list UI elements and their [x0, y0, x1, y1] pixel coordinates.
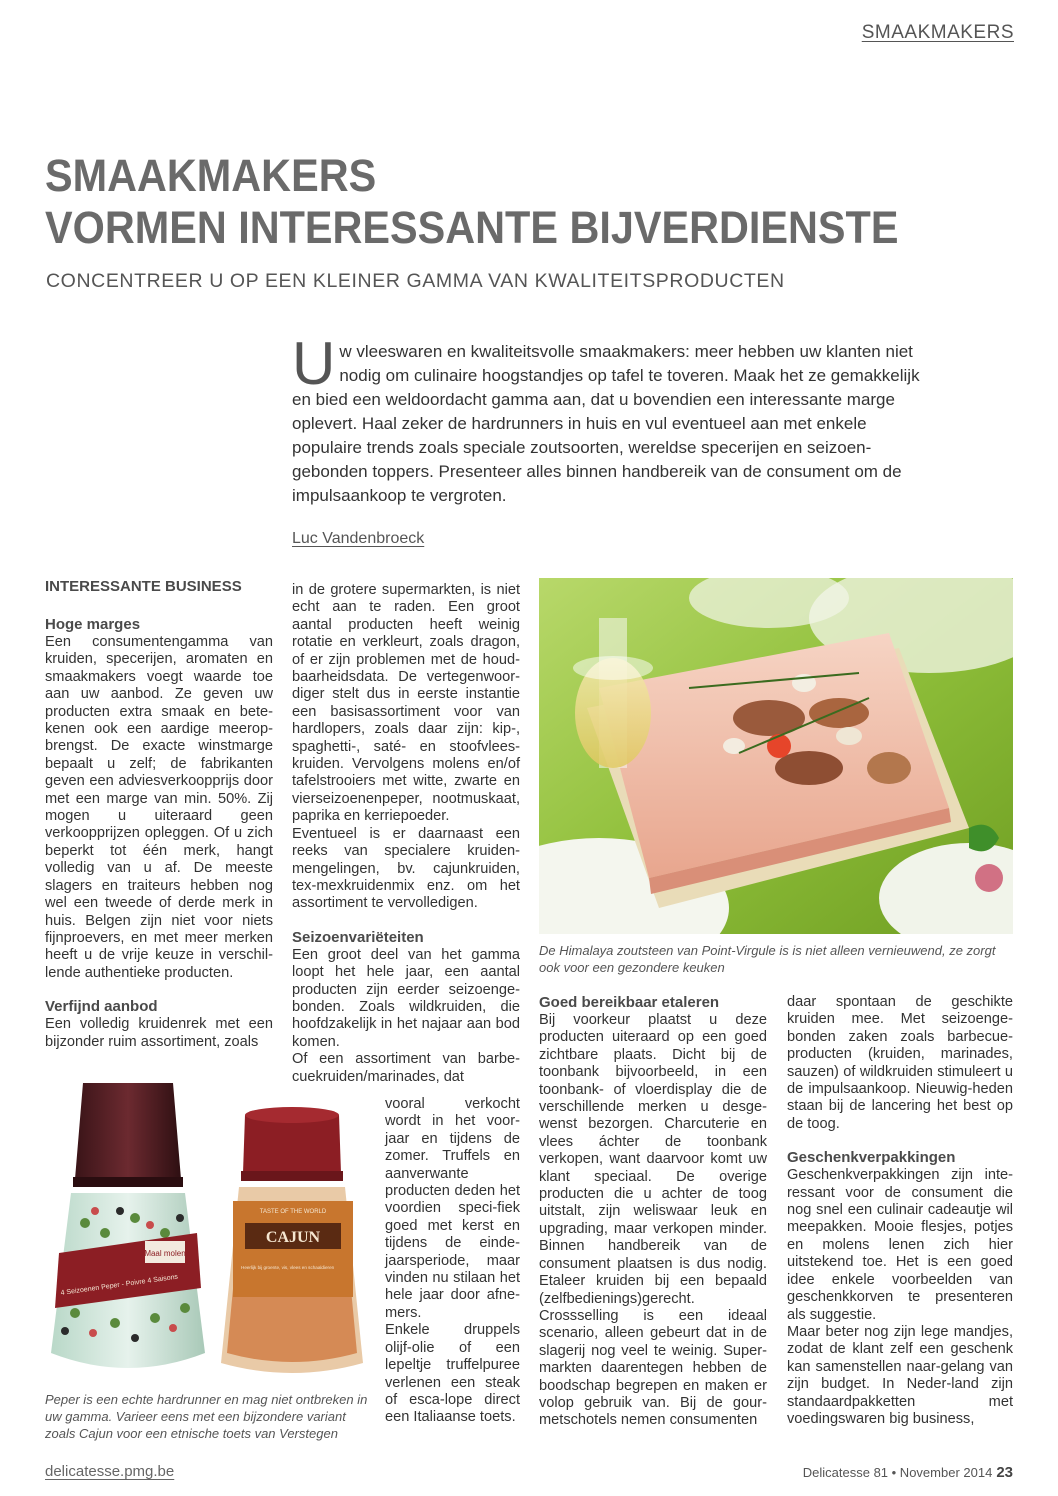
intro-text: w vleeswaren en kwaliteitsvolle smaakmakers: meer hebben uw klanten niet nodig om culinaire hoogstandjes op tafel te toveren. Maak het ze gemakkelijk en bied een weldoordacht gamma aan, dat u bovendien een interessante marge oplevert. Haal zeker de hardrunners in huis en vul eventueel aan met enkele populaire trends zoals speciale zoutsoorten, wereldse specerijen en seizoen-gebonden toppers. Presenteer alles binnen handbereik van de consument om de impulsaankoop te vergroten.: [292, 342, 920, 505]
subheading-hoge-marges: Hoge marges: [45, 616, 141, 633]
drop-cap: U: [292, 330, 336, 397]
section-tag: SMAAKMAKERS: [861, 22, 1014, 43]
column-4: [787, 994, 1013, 1428]
column-1: [45, 578, 273, 1051]
title-line-1: SMAAKMAKERS: [45, 150, 377, 201]
subheading-verfijnd-aanbod: Verfijnd aanbod: [45, 998, 158, 1016]
paragraph-barbecue: Of een assortiment van barbe-cuekruiden/marinades, dat: [292, 1051, 520, 1085]
footer-website-link[interactable]: delicatesse.pmg.be: [45, 1463, 175, 1480]
column-3: [539, 994, 767, 1430]
paragraph-mandjes: Maar beter nog zijn lege mandjes, zodat de klant zelf een geschenk kan samenstellen naar-gelang van zijn budget. In Neder-land zijn standaardpakketten met voedingswaren big business,: [787, 1323, 1013, 1427]
caption-salt-block: De Himalaya zoutsteen van Point-Virgule is is niet alleen vernieuwend, ze zorgt ook voor een gezondere keuken: [539, 943, 996, 975]
subheading-seizoenvarieteiten: Seizoenvariëteiten: [292, 928, 424, 946]
paragraph-olijfolie: Enkele druppels olijf-olie of een lepeltje truffelpuree verlenen een steak of esca-lope direct een Italiaanse toets.: [385, 1322, 520, 1426]
column-2-narrow: [385, 1096, 520, 1427]
author-byline[interactable]: Luc Vandenbroeck: [292, 530, 425, 547]
spice-jars-illustration: [45, 1083, 375, 1386]
jar2-label: CAJUN: [265, 1229, 321, 1246]
paragraph-truffels: vooral verkocht wordt in het voor-jaar en tijdens de zomer. Truffels en aanverwante producten deden het voordien speci-fiek goed met kerst en tijdens de einde-jaarsperiode, maar vinden nu stilaan het hele jaar door afne-mers.: [385, 1096, 520, 1321]
photo-spice-jars: [45, 1083, 375, 1386]
footer-issue: Delicatesse 81 • November 2014: [802, 1465, 993, 1480]
paragraph-hoge-marges: Een consumentengamma van kruiden, specerijen, aromaten en smaakmakers voegt waarde toe aan uw aanbod. Ze geven uw producten extra smaak en bete-kenen ook een aardige meerop-brengst. De exacte winstmarge bepaalt u zelf; de fabrikanten geven een adviesverkoopprijs door met een marge van min. 50%. Zij mogen u uiteraard geen verkoopprijzen opleggen. Of u zich beperkt tot één merk, hangt volledig van u af. De meeste slagers en traiteurs hebben nog wel een tweede of derde merk in huis. Belgen zijn niet voor niets fijnproevers, en met meer merken heeft u de vrije keuze in verschil-lende authentieke producten.: [45, 634, 273, 981]
footer-issue-info: [803, 1464, 1013, 1481]
subheading-goed-bereikbaar: Goed bereikbaar etaleren: [539, 994, 720, 1011]
paragraph-seizoen: Een groot deel van het gamma loopt het hele jaar, een aantal producten zijn eerder seizoenge-bonden. Zoals wildkruiden, die hoofdzakelijk in het najaar aan bod komen.: [292, 946, 520, 1050]
paragraph-impulsaankoop: daar spontaan de geschikte kruiden mee. Met seizoenge-bonden zaken zoals barbecue-producten (kruiden, marinades, sauzen) of wildkruiden stimuleert u de impulsaankoop. Nieuwig-heden staan bij de lancering het best op de toog.: [787, 994, 1013, 1132]
section-heading-business: INTERESSANTE BUSINESS: [45, 578, 242, 595]
jar1-text: Maal molen: [144, 1249, 186, 1258]
photo-himalaya-salt-block: [539, 578, 1013, 934]
paragraph-verfijnd-aanbod: Een volledig kruidenrek met een bijzonder ruim assortiment, zoals: [45, 1016, 273, 1050]
paragraph-assortiment: in de grotere supermarkten, is niet echt aan te raden. Een groot aantal producten heeft weinig rotatie en verkleurt, zoals dragon, of er zijn problemen met de houd-baarheidsdata. De vertegenwoor-diger stelt dus in eerste instantie een basisassortiment voor van hardlopers, zoals daar zijn: kip-, spaghetti-, saté- en stoofvlees-kruiden. Vervolgens molens en/of tafelstrooiers met witte, zwarte en vierseizoenenpeper, nootmuskaat, paprika en kerriepoeder.: [292, 582, 520, 825]
jar2-top: TASTE OF THE WORLD: [259, 1209, 327, 1215]
page-number: 23: [996, 1464, 1013, 1481]
subheading-geschenkverpakkingen: Geschenkverpakkingen: [787, 1149, 956, 1167]
intro-paragraph: [292, 330, 932, 508]
title-line-2: VORMEN INTERESSANTE BIJVERDIENSTE: [45, 202, 899, 253]
article-subtitle: CONCENTREER U OP EEN KLEINER GAMMA VAN KWALITEITSPRODUCTEN: [46, 270, 785, 292]
salt-block-illustration: [539, 578, 1013, 934]
caption-spice-jars: Peper is een echte hardrunner en mag niet ontbreken in uw gamma. Varieer eens met een bijzondere variant zoals Cajun voor een etnische toets van Verstegen: [45, 1392, 368, 1441]
jar1-band: 4 Seizoenen Peper - Poivre 4 Saisons: [60, 1273, 179, 1297]
paragraph-specialere-mengelingen: Eventueel is er daarnaast een reeks van specialere kruiden-mengelingen, bv. cajunkruiden, tex-mexkruidenmix enz. om het assortiment te vervolledigen.: [292, 825, 520, 912]
jar2-band: Heerlijk bij groente, vis, vlees en schaaldieren: [241, 1265, 335, 1270]
paragraph-geschenk: Geschenkverpakkingen zijn inte-ressant voor de consument die nog snel een culinair cadeautje wil meepakken. Mooie flesjes, potjes en molens lenen zich hier uitstekend toe. Het is een goed idee enkele voorbeelden van geschenkkorven te presenteren als suggestie.: [787, 1167, 1013, 1323]
paragraph-etaleren: Bij voorkeur plaatst u deze producten uiteraard op een goed zichtbare plaats. Dicht bij de toonbank bijvoorbeeld, in een toonbank- of vloerdisplay die de verschillende merken u desge-wenst bezorgen. Charcuterie en vlees áchter de toonbank verkopen, want daarvoor komt uw klant speciaal. De overige producten die u achter de toog uitstalt, zijn weliswaar leuk en upgrading, maar verkopen minder. Binnen handbereik van de consument plaatsen is dus nodig. Etaleer kruiden bij een bepaald (zelfbedienings)gerecht. Crossselling is een ideaal scenario, alleen gebeurt dat in de slagerij nog veel te weinig. Super-markten daarentegen hebben de boodschap begrepen en maken er volop gebruik van. Bij de gour-metschotels nemen consumenten: [539, 1012, 767, 1429]
article-title: [45, 150, 937, 254]
column-2: [292, 582, 520, 1086]
